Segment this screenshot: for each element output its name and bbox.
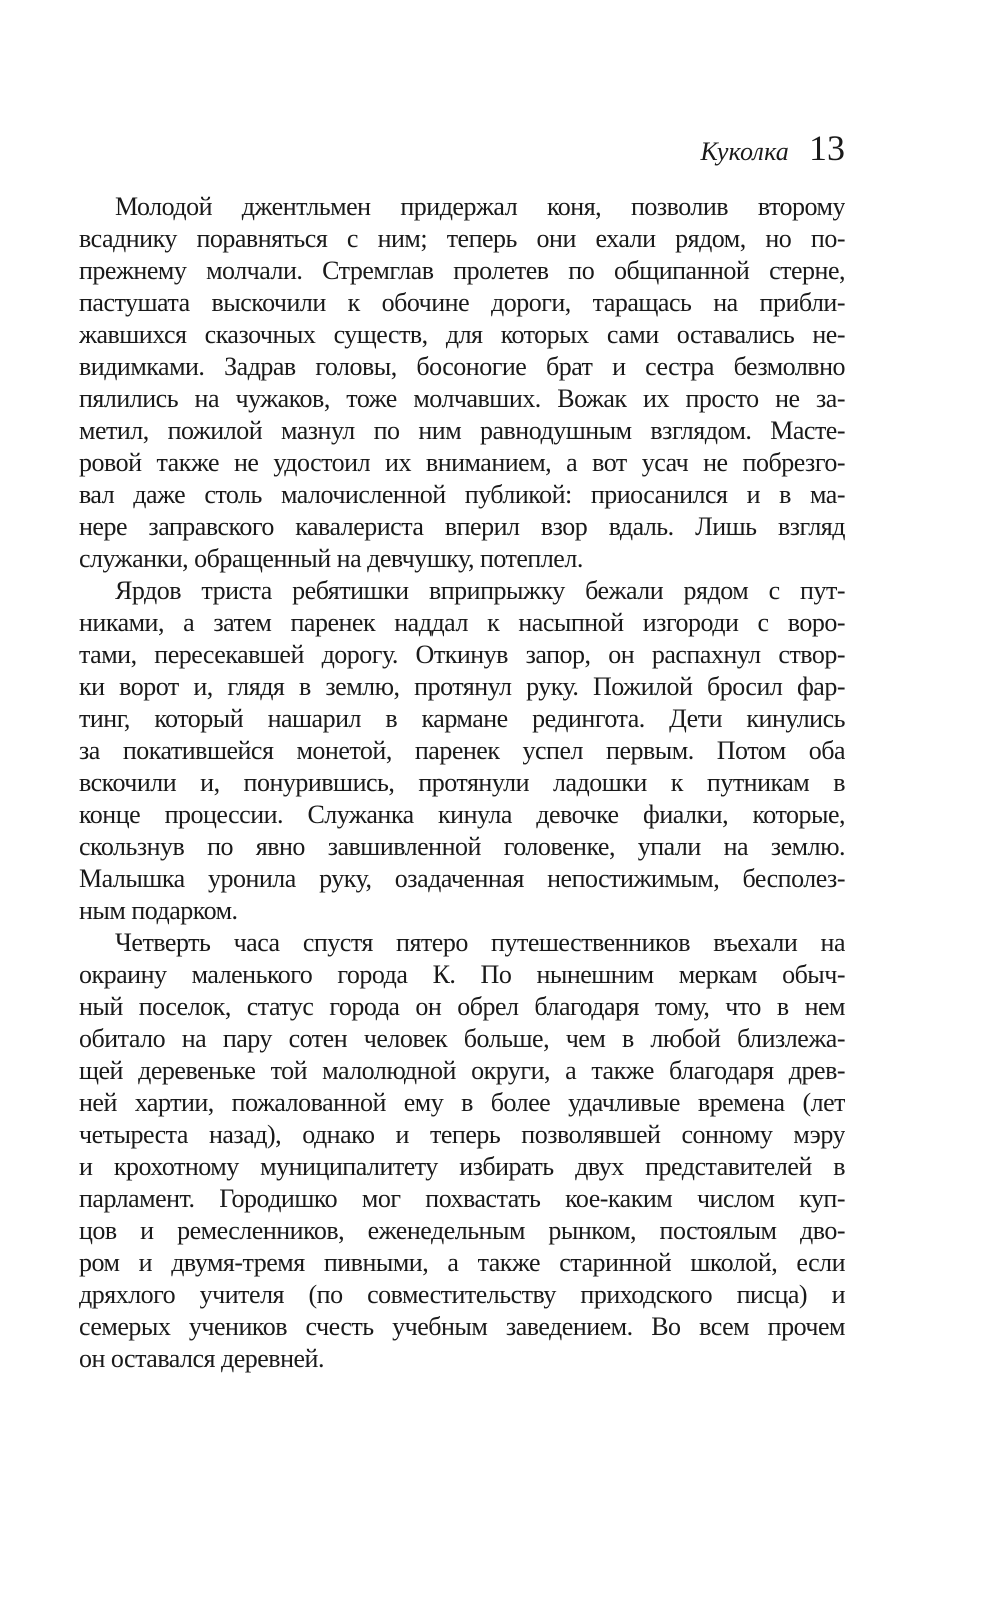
text-line: служанки, обращенный на девчушку, потеплел.	[79, 544, 583, 573]
text-line: пялились на чужаков, тоже молчавших. Вожак их просто не за-	[79, 384, 845, 413]
text-line: ром и двумя-тремя пивными, а также старинной школой, если	[79, 1248, 845, 1277]
text-line: тинг, который нашарил в кармане редингота. Дети кинулись	[79, 704, 845, 733]
paragraph	[79, 191, 845, 575]
text-line: вал даже столь малочисленной публикой: приосанился и в ма-	[79, 480, 845, 509]
text-line: нере заправского кавалериста вперил взор вдаль. Лишь взгляд	[79, 512, 845, 541]
text-line: цов и ремесленников, еженедельным рынком, постоялым дво-	[79, 1216, 845, 1245]
text-line: дряхлого учителя (по совместительству приходского писца) и	[79, 1280, 845, 1309]
page-header	[79, 130, 845, 167]
page-number: 13	[809, 128, 845, 168]
text-line: Четверть часа спустя пятеро путешественников въехали на	[115, 928, 845, 957]
text-line: ный поселок, статус города он обрел благодаря тому, что в нем	[79, 992, 845, 1021]
text-line: за покатившейся монетой, паренек успел первым. Потом оба	[79, 736, 845, 765]
paragraph	[79, 927, 845, 1375]
text-line: ным подарком.	[79, 896, 238, 925]
text-line: обитало на пару сотен человек больше, чем в любой близлежа-	[79, 1024, 845, 1053]
text-line: метил, пожилой мазнул по ним равнодушным взглядом. Масте-	[79, 416, 845, 445]
text-line: скользнув по явно завшивленной головенке, упали на землю.	[79, 832, 845, 861]
text-line: никами, а затем паренек наддал к насыпной изгороди с воро-	[79, 608, 845, 637]
text-line: вскочили и, понурившись, протянули ладошки к путникам в	[79, 768, 845, 797]
text-line: Ярдов триста ребятишки вприпрыжку бежали рядом с пут-	[115, 576, 845, 605]
text-line: пастушата выскочили к обочине дороги, таращась на прибли-	[79, 288, 845, 317]
text-line: ки ворот и, глядя в землю, протянул руку. Пожилой бросил фар-	[79, 672, 845, 701]
text-line: и крохотному муниципалитету избирать двух представителей в	[79, 1152, 845, 1181]
running-title: Куколка	[700, 137, 789, 166]
text-line: окраину маленького города К. По нынешним меркам обыч-	[79, 960, 845, 989]
text-line: щей деревеньке той малолюдной округи, а также благодаря древ-	[79, 1056, 845, 1085]
text-line: всаднику поравняться с ним; теперь они ехали рядом, но по-	[79, 224, 845, 253]
text-line: четыреста назад), однако и теперь позволявшей сонному мэру	[79, 1120, 845, 1149]
text-line: конце процессии. Служанка кинула девочке фиалки, которые,	[79, 800, 845, 829]
text-line: ней хартии, пожалованной ему в более удачливые времена (лет	[79, 1088, 845, 1117]
text-line: ровой также не удостоил их вниманием, а вот усач не побрезго-	[79, 448, 845, 477]
text-line: парламент. Городишко мог похвастать кое-каким числом куп-	[79, 1184, 845, 1213]
page-body	[79, 191, 845, 1375]
text-line: видимками. Задрав головы, босоногие брат и сестра безмолвно	[79, 352, 845, 381]
text-line: он оставался деревней.	[79, 1344, 324, 1373]
text-line: прежнему молчали. Стремглав пролетев по общипанной стерне,	[79, 256, 845, 285]
text-line: Малышка уронила руку, озадаченная непостижимым, бесполез-	[79, 864, 845, 893]
paragraph	[79, 575, 845, 927]
text-line: семерых учеников счесть учебным заведением. Во всем прочем	[79, 1312, 845, 1341]
text-line: жавшихся сказочных существ, для которых сами оставались не-	[79, 320, 845, 349]
text-line: тами, пересекавшей дорогу. Откинув запор, он распахнул створ-	[79, 640, 845, 669]
text-line: Молодой джентльмен придержал коня, позволив второму	[115, 192, 845, 221]
